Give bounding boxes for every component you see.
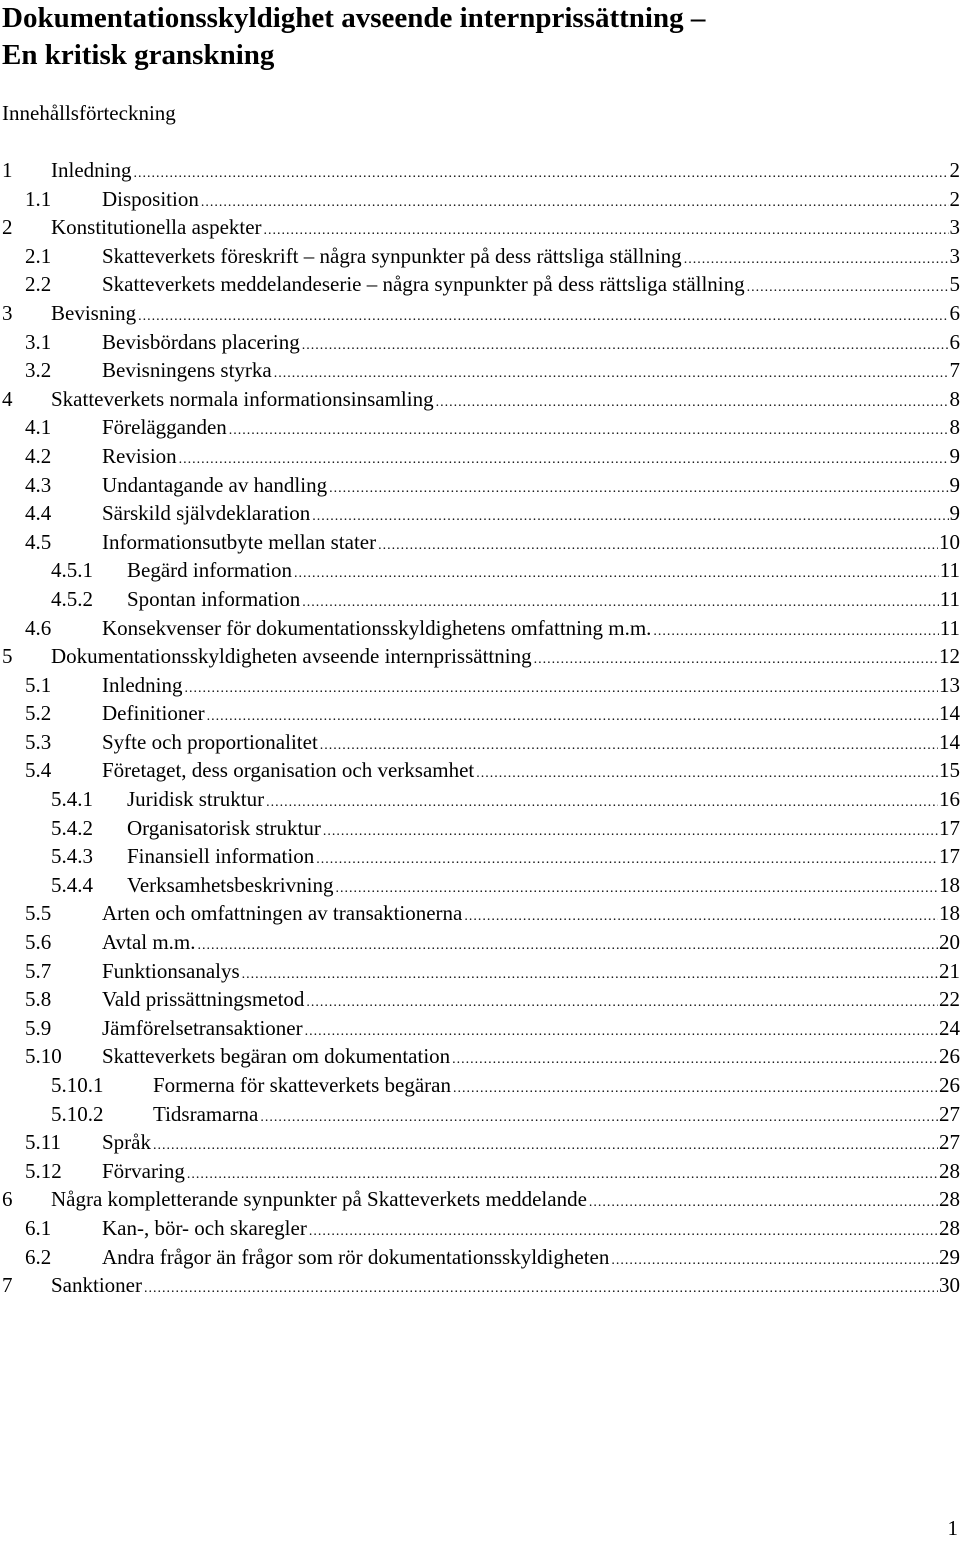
toc-page-number: 3	[949, 215, 960, 240]
toc-entry	[102, 1157, 960, 1186]
toc-leader-dots	[258, 1104, 938, 1129]
toc-page-number: 14	[939, 701, 960, 726]
toc-leader-dots	[240, 961, 938, 986]
toc-title: Arten och omfattningen av transaktionerna	[102, 901, 463, 926]
toc-title: Informationsutbyte mellan stater	[102, 529, 377, 554]
toc-title: Konsekvenser för dokumentationsskyldighetens omfattning m.m.	[102, 615, 652, 640]
toc-number: 3.1	[25, 329, 52, 354]
toc-number: 1	[2, 158, 13, 182]
toc-page-number: 28	[939, 1215, 960, 1240]
toc-row[interactable]	[0, 814, 960, 843]
toc-number: 6.2	[25, 1244, 52, 1269]
toc-title: Definitioner	[102, 701, 205, 726]
toc-row[interactable]	[0, 242, 960, 271]
toc-row[interactable]	[0, 642, 960, 671]
toc-row[interactable]	[0, 385, 960, 414]
toc-entry	[127, 842, 960, 871]
toc-number: 5.4.4	[51, 872, 93, 897]
toc-title: Särskild självdeklaration	[102, 501, 311, 526]
toc-leader-dots	[310, 503, 948, 528]
toc-title: Bevisningens styrka	[102, 358, 272, 383]
toc-number: 2.1	[25, 243, 52, 268]
toc-entry	[102, 1128, 960, 1157]
toc-page-number: 6	[949, 300, 960, 325]
toc-leader-dots	[327, 475, 948, 500]
toc-leader-dots	[682, 246, 949, 271]
toc-page-number: 2	[949, 186, 960, 211]
toc-entry	[51, 1185, 960, 1214]
toc-page-number: 13	[939, 672, 960, 697]
toc-leader-dots	[587, 1189, 938, 1214]
toc-leader-dots	[300, 589, 939, 614]
toc-title: Verksamhetsbeskrivning	[127, 872, 334, 897]
toc-title: Andra frågor än frågor som rör dokumentationsskyldigheten	[102, 1244, 610, 1269]
toc-leader-dots	[451, 1075, 938, 1100]
toc-number: 2	[2, 215, 13, 240]
toc-leader-dots	[177, 446, 949, 471]
toc-leader-dots	[462, 903, 938, 928]
toc-title: Syfte och proportionalitet	[102, 729, 318, 754]
toc-number: 4.1	[25, 415, 52, 440]
toc-page-number: 10	[939, 529, 960, 554]
toc-entry	[102, 928, 960, 957]
toc-leader-dots	[136, 303, 948, 328]
toc-entry	[127, 785, 960, 814]
toc-entry	[102, 413, 960, 442]
toc-page-number: 29	[939, 1244, 960, 1269]
toc-title: Jämförelsetransaktioner	[102, 1015, 303, 1040]
toc-page-number: 11	[939, 558, 960, 583]
toc-page-number: 26	[939, 1073, 960, 1097]
toc-entry	[102, 1243, 960, 1272]
toc-title: Sanktioner	[51, 1273, 142, 1298]
toc-title: Skatteverkets föreskrift – några synpunkter på dess rättsliga ställning	[102, 243, 682, 268]
toc-entry	[102, 270, 960, 299]
toc-page-number: 8	[949, 415, 960, 440]
toc-row[interactable]	[0, 471, 960, 500]
toc-entry	[102, 985, 960, 1014]
toc-page-number: 9	[949, 443, 960, 468]
toc-page-number: 26	[939, 1044, 960, 1069]
toc-entry	[102, 699, 960, 728]
toc-page-number: 16	[939, 787, 960, 812]
toc-title: Inledning	[51, 158, 132, 182]
toc-title: Språk	[102, 1130, 151, 1155]
toc-number: 5.10	[25, 1044, 62, 1069]
toc-number: 4.5.1	[51, 558, 93, 583]
toc-leader-dots	[303, 1018, 938, 1043]
toc-row[interactable]	[0, 614, 960, 643]
toc-page-number: 18	[939, 872, 960, 897]
toc-leader-dots	[196, 932, 938, 957]
toc-title: Disposition	[102, 186, 199, 211]
toc-number: 5.8	[25, 987, 52, 1012]
toc-number: 4.2	[25, 443, 52, 468]
toc-page-number: 9	[949, 472, 960, 497]
toc-leader-dots	[262, 217, 949, 242]
toc-title: Inledning	[102, 672, 183, 697]
toc-row[interactable]	[0, 356, 960, 385]
toc-title: Formerna för skatteverkets begäran	[153, 1073, 451, 1097]
toc-number: 3	[2, 300, 13, 325]
toc-title: Begärd information	[127, 558, 293, 583]
toc-title: Bevisbördans placering	[102, 329, 300, 354]
toc-number: 5.4.3	[51, 844, 93, 869]
table-of-contents	[0, 156, 960, 1300]
toc-number: 6.1	[25, 1215, 52, 1240]
toc-entry	[127, 871, 960, 900]
toc-leader-dots	[474, 760, 938, 785]
toc-page-number: 20	[939, 930, 960, 955]
toc-row[interactable]	[0, 156, 960, 185]
toc-page-number: 2	[949, 158, 960, 182]
toc-leader-dots	[333, 875, 938, 900]
toc-row[interactable]	[0, 1157, 960, 1186]
toc-number: 5.3	[25, 729, 52, 754]
toc-entry	[102, 185, 960, 214]
toc-number: 5.10.1	[51, 1073, 104, 1097]
toc-page-number: 27	[939, 1130, 960, 1155]
toc-row[interactable]	[0, 1128, 960, 1157]
document-title	[2, 0, 952, 74]
toc-leader-dots	[651, 618, 938, 643]
toc-entry	[51, 156, 960, 185]
toc-number: 5.5	[25, 901, 52, 926]
toc-page-number: 12	[939, 644, 960, 669]
toc-page-number: 30	[939, 1273, 960, 1298]
toc-entry	[153, 1071, 960, 1100]
toc-number: 5.4.2	[51, 815, 93, 840]
title-line-2: En kritisk granskning	[2, 39, 275, 71]
toc-page-number: 24	[939, 1015, 960, 1040]
toc-leader-dots	[307, 1218, 938, 1243]
toc-leader-dots	[151, 1132, 938, 1157]
toc-entry	[102, 899, 960, 928]
toc-leader-dots	[264, 789, 938, 814]
toc-number: 4	[2, 386, 13, 411]
toc-page-number: 9	[949, 501, 960, 526]
toc-title: Organisatorisk struktur	[127, 815, 321, 840]
toc-leader-dots	[292, 560, 939, 585]
toc-leader-dots	[272, 360, 949, 385]
toc-title: Finansiell information	[127, 844, 315, 869]
toc-leader-dots	[182, 675, 938, 700]
toc-row[interactable]	[0, 1014, 960, 1043]
toc-title: Spontan information	[127, 586, 301, 611]
toc-page-number: 17	[939, 815, 960, 840]
toc-number: 4.5	[25, 529, 52, 554]
toc-entry	[102, 528, 960, 557]
toc-number: 4.4	[25, 501, 52, 526]
toc-leader-dots	[300, 332, 949, 357]
toc-title: Revision	[102, 443, 177, 468]
toc-entry	[102, 356, 960, 385]
toc-number: 4.5.2	[51, 586, 93, 611]
toc-entry	[102, 328, 960, 357]
toc-page-number: 15	[939, 758, 960, 783]
toc-row[interactable]	[0, 756, 960, 785]
toc-entry	[102, 1214, 960, 1243]
toc-row[interactable]	[0, 928, 960, 957]
toc-leader-dots	[142, 1275, 938, 1300]
toc-row[interactable]	[0, 1071, 960, 1100]
toc-leader-dots	[304, 989, 938, 1014]
toc-number: 3.2	[25, 358, 52, 383]
toc-number: 4.6	[25, 615, 52, 640]
toc-page-number: 22	[939, 987, 960, 1012]
toc-page-number: 27	[939, 1101, 960, 1126]
toc-title: Konstitutionella aspekter	[51, 215, 262, 240]
toc-entry	[102, 957, 960, 986]
toc-entry	[51, 385, 960, 414]
toc-leader-dots	[199, 189, 949, 214]
toc-row[interactable]	[0, 671, 960, 700]
toc-row[interactable]	[0, 1243, 960, 1272]
toc-entry	[51, 642, 960, 671]
title-line-1: Dokumentationsskyldighet avseende internprissättning –	[2, 2, 706, 34]
toc-entry	[102, 242, 960, 271]
toc-row[interactable]	[0, 842, 960, 871]
toc-leader-dots	[318, 732, 938, 757]
toc-title: Juridisk struktur	[127, 787, 265, 812]
toc-leader-dots	[314, 846, 938, 871]
toc-number: 7	[2, 1273, 13, 1298]
toc-entry	[51, 299, 960, 328]
toc-entry	[102, 442, 960, 471]
toc-number: 5.9	[25, 1015, 52, 1040]
toc-title: Skatteverkets normala informationsinsamling	[51, 386, 434, 411]
toc-page-number: 6	[949, 329, 960, 354]
toc-entry	[153, 1100, 960, 1129]
toc-row[interactable]	[0, 785, 960, 814]
toc-title: Förelägganden	[102, 415, 227, 440]
toc-page-number: 5	[949, 272, 960, 297]
toc-row[interactable]	[0, 699, 960, 728]
toc-row[interactable]	[0, 1214, 960, 1243]
toc-leader-dots	[434, 389, 949, 414]
toc-row[interactable]	[0, 556, 960, 585]
toc-number: 5.7	[25, 958, 52, 983]
toc-leader-dots	[205, 703, 938, 728]
toc-entry	[102, 1042, 960, 1071]
toc-row[interactable]	[0, 299, 960, 328]
toc-entry	[102, 499, 960, 528]
toc-entry	[51, 1271, 960, 1300]
toc-entry	[102, 471, 960, 500]
toc-entry	[102, 756, 960, 785]
toc-leader-dots	[532, 646, 938, 671]
toc-entry	[127, 814, 960, 843]
toc-page-number: 18	[939, 901, 960, 926]
toc-page-number: 11	[939, 615, 960, 640]
toc-row[interactable]	[0, 528, 960, 557]
toc-row[interactable]	[0, 185, 960, 214]
toc-title: Undantagande av handling	[102, 472, 328, 497]
toc-row[interactable]	[0, 871, 960, 900]
toc-entry	[102, 671, 960, 700]
toc-row[interactable]	[0, 899, 960, 928]
toc-heading: Innehållsförteckning	[2, 101, 176, 125]
toc-leader-dots	[185, 1161, 938, 1186]
toc-title: Några kompletterande synpunkter på Skatteverkets meddelande	[51, 1187, 587, 1212]
toc-row[interactable]	[0, 1185, 960, 1214]
toc-number: 5.6	[25, 930, 52, 955]
toc-page-number: 28	[939, 1158, 960, 1183]
toc-entry	[51, 213, 960, 242]
toc-entry	[127, 556, 960, 585]
toc-title: Företaget, dess organisation och verksamhet	[102, 758, 475, 783]
toc-page-number: 17	[939, 844, 960, 869]
toc-entry	[102, 614, 960, 643]
toc-number: 2.2	[25, 272, 52, 297]
toc-number: 5.11	[25, 1130, 61, 1155]
toc-entry	[102, 1014, 960, 1043]
toc-leader-dots	[227, 417, 949, 442]
toc-number: 5	[2, 644, 13, 669]
toc-entry	[102, 728, 960, 757]
toc-number: 5.12	[25, 1158, 62, 1183]
toc-number: 5.2	[25, 701, 52, 726]
toc-number: 5.10.2	[51, 1101, 104, 1126]
toc-title: Skatteverkets meddelandeserie – några synpunkter på dess rättsliga ställning	[102, 272, 745, 297]
toc-row[interactable]	[0, 270, 960, 299]
toc-title: Dokumentationsskyldigheten avseende internprissättning	[51, 644, 532, 669]
toc-leader-dots	[609, 1247, 938, 1272]
toc-leader-dots	[321, 818, 938, 843]
toc-number: 5.1	[25, 672, 52, 697]
toc-row[interactable]	[0, 413, 960, 442]
toc-leader-dots	[376, 532, 938, 557]
toc-number: 4.3	[25, 472, 52, 497]
toc-page-number: 14	[939, 729, 960, 754]
toc-title: Bevisning	[51, 300, 137, 325]
toc-row[interactable]	[0, 442, 960, 471]
toc-title: Skatteverkets begäran om dokumentation	[102, 1044, 451, 1069]
toc-leader-dots	[131, 160, 948, 185]
toc-row[interactable]	[0, 499, 960, 528]
toc-row[interactable]	[0, 728, 960, 757]
toc-title: Vald prissättningsmetod	[102, 987, 305, 1012]
toc-row[interactable]	[0, 1042, 960, 1071]
toc-row[interactable]	[0, 957, 960, 986]
toc-title: Avtal m.m.	[102, 930, 196, 955]
toc-row[interactable]	[0, 1100, 960, 1129]
toc-entry	[127, 585, 960, 614]
toc-title: Tidsramarna	[153, 1101, 259, 1126]
toc-number: 5.4	[25, 758, 52, 783]
toc-row[interactable]	[0, 213, 960, 242]
toc-title: Funktionsanalys	[102, 958, 240, 983]
toc-page-number: 11	[939, 586, 960, 611]
toc-page-number: 3	[949, 243, 960, 268]
toc-row[interactable]	[0, 985, 960, 1014]
toc-row[interactable]	[0, 1271, 960, 1300]
toc-page-number: 21	[939, 958, 960, 983]
toc-row[interactable]	[0, 328, 960, 357]
toc-number: 1.1	[25, 186, 52, 211]
toc-title: Kan-, bör- och skaregler	[102, 1215, 307, 1240]
page-number: 1	[947, 1516, 958, 1540]
toc-number: 5.4.1	[51, 787, 93, 812]
toc-row[interactable]	[0, 585, 960, 614]
toc-page-number: 8	[949, 386, 960, 411]
toc-page-number: 28	[939, 1187, 960, 1212]
toc-number: 6	[2, 1187, 13, 1212]
toc-leader-dots	[450, 1046, 938, 1071]
toc-leader-dots	[745, 274, 949, 299]
toc-title: Förvaring	[102, 1158, 185, 1183]
toc-page-number: 7	[949, 358, 960, 383]
